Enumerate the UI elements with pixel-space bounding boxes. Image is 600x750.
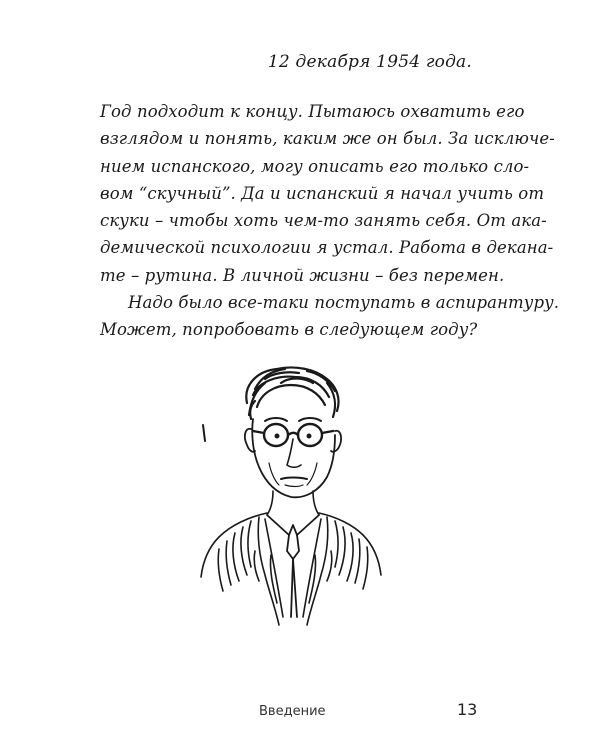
hair-strokes (246, 367, 338, 419)
text-line: Год подходит к концу. Пытаюсь охватить его (100, 102, 525, 121)
collar (267, 515, 319, 617)
page-number: 13 (457, 700, 478, 719)
running-footer-section: Введение (259, 704, 326, 719)
text-line: Может, попробовать в следующем году? (100, 320, 478, 340)
text-line: демической психологии я устал. Работа в декана- (100, 238, 554, 258)
text-line: вом “скучный”. Да и испанский я начал учить от (100, 183, 545, 203)
diary-text (100, 98, 560, 344)
text-line: скуки – чтобы хоть чем-то занять себя. От ака- (100, 211, 547, 231)
text-line: те – рутина. В личной жизни – без перемен. (100, 265, 505, 285)
diary-date: 12 декабря 1954 года. (267, 52, 472, 72)
text-line: нием испанского, могу описать его только сло- (100, 156, 530, 176)
face-outline (245, 419, 341, 497)
text-line: Надо было все-таки поступать в аспирантуру. (128, 293, 560, 313)
portrait-sketch (195, 355, 390, 640)
text-line: взглядом и понять, каким же он был. За исключе- (100, 129, 555, 149)
